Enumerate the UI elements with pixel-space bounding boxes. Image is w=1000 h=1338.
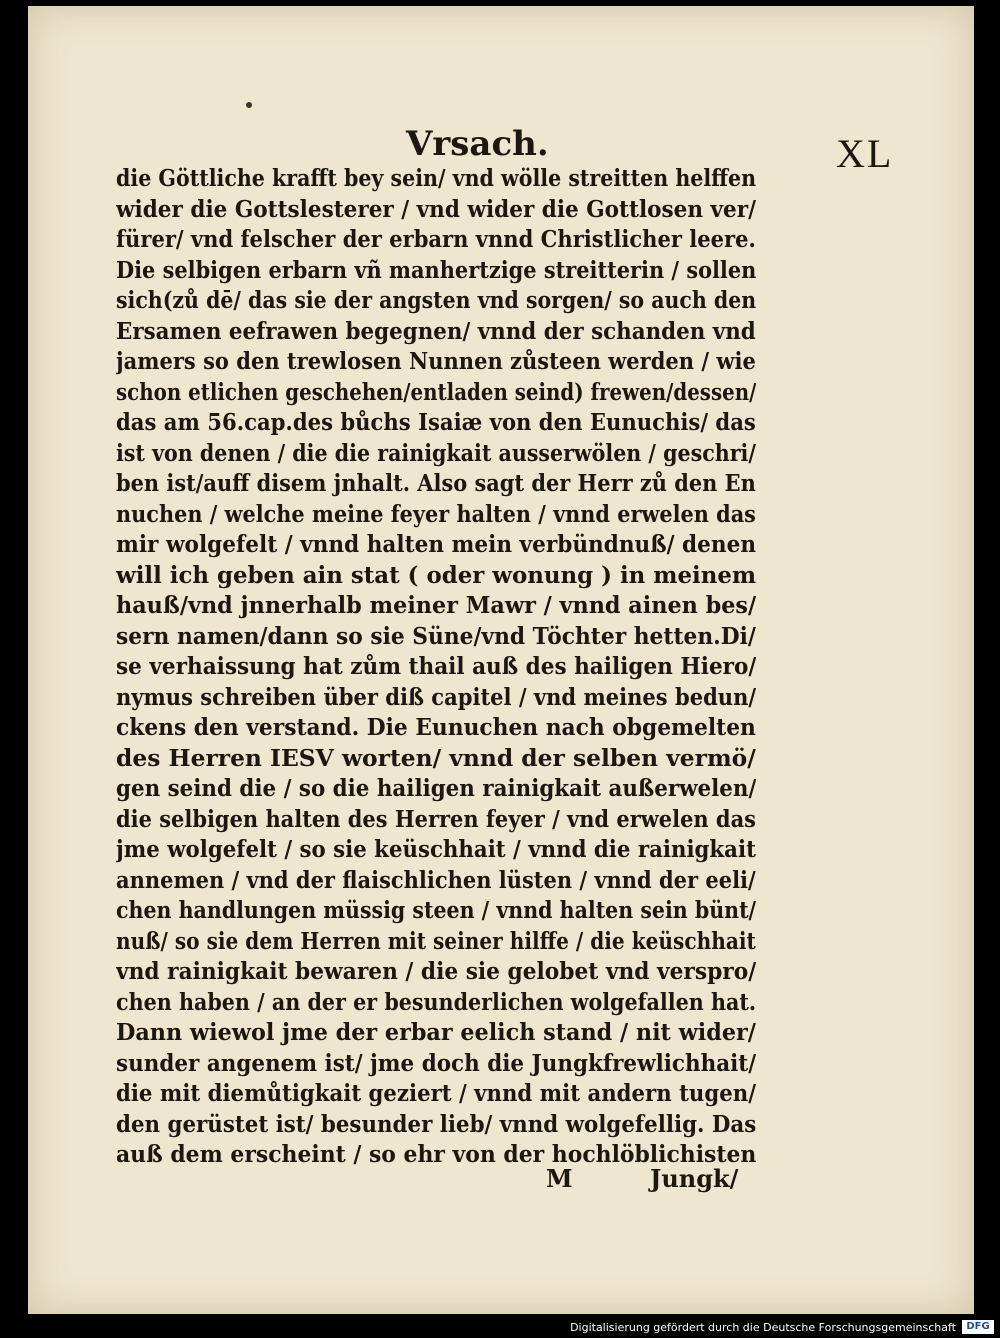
text-line: des Herren IESV worten/ vnnd der selben vermö/: [116, 744, 756, 772]
text-line: fürer/ vnd felscher der erbarn vnnd Christlicher leere.: [116, 226, 756, 253]
text-line: nuß/ so sie dem Herren mit seiner hilffe / die keüschhait: [116, 927, 756, 955]
text-line: annemen / vnd der flaischlichen lüsten / vnnd der eeli/: [116, 866, 756, 894]
text-line: nuchen / welche meine feyer halten / vnnd erwelen das: [116, 500, 756, 528]
text-line: Dann wiewol jme der erbar eelich stand / nit wider/: [116, 1019, 756, 1046]
text-line: nymus schreiben über diß capitel / vnd meines bedun/: [116, 683, 756, 711]
text-line: mir wolgefelt / vnnd halten mein verbündnuß/ denen: [116, 531, 756, 558]
text-line: die selbigen halten des Herren feyer / vnd erwelen das: [116, 805, 756, 833]
text-line: ckens den verstand. Die Eunuchen nach obgemelten: [116, 714, 756, 741]
text-line: auß dem erscheint / so ehr von der hochlöblichisten: [116, 1141, 756, 1168]
text-line: schon etlichen geschehen/entladen seind) frewen/dessen/: [116, 378, 756, 406]
text-line: will ich geben ain stat ( oder wonung ) in meinem: [116, 561, 756, 589]
signature-mark: M: [546, 1164, 573, 1193]
text-line: Die selbigen erbarn vñ manhertzige streitterin / sollen: [116, 256, 756, 284]
text-line: sern namen/dann so sie Süne/vnd Töchter hetten.Di/: [116, 622, 756, 650]
text-line: ben ist/auff disem jnhalt. Also sagt der Herr zů den En: [116, 470, 756, 497]
footer-credit: Digitalisierung gefördert durch die Deutsche Forschungsgemeinschaft: [570, 1321, 956, 1334]
text-line: wider die Gottslesterer / vnd wider die Gottlosen ver/: [116, 195, 756, 223]
text-line: das am 56.cap.des bůchs Isaiæ von den Eunuchis/ das: [116, 409, 756, 436]
text-line: chen haben / an der er besunderlichen wolgefallen hat.: [116, 988, 756, 1016]
running-head: Vrsach.: [406, 124, 549, 164]
text-line: hauß/vnd jnnerhalb meiner Mawr / vnnd ainen bes/: [116, 592, 756, 619]
text-line: se verhaissung hat zům thail auß des hailigen Hiero/: [116, 653, 756, 680]
catchword: Jungk/: [650, 1164, 739, 1193]
text-line: den gerüstet ist/ besunder lieb/ vnnd wolgefellig. Das: [116, 1110, 756, 1138]
catchword-line: [538, 1164, 758, 1200]
text-line: chen handlungen müssig steen / vnnd halten sein bünt/: [116, 897, 756, 924]
folio-number: XL: [836, 131, 894, 176]
text-line: die mit diemůtigkait geziert / vnnd mit andern tugen/: [116, 1080, 756, 1107]
text-line: gen seind die / so die hailigen rainigkait außerwelen/: [116, 775, 756, 802]
text-line: jme wolgefelt / so sie keüschhait / vnnd die rainigkait: [116, 836, 756, 863]
text-line: ist von denen / die die rainigkait ausserwölen / geschri/: [116, 439, 756, 467]
text-line: jamers so den trewlosen Nunnen zůsteen werden / wie: [116, 348, 756, 375]
text-line: vnd rainigkait bewaren / die sie gelobet vnd verspro/: [116, 958, 756, 985]
ink-spot: [246, 102, 252, 108]
text-line: Ersamen eefrawen begegnen/ vnnd der schanden vnd: [116, 317, 756, 345]
text-line: sunder angenem ist/ jme doch die Jungkfrewlichhait/: [116, 1049, 756, 1077]
text-block: [116, 164, 756, 1171]
book-page: [28, 6, 974, 1314]
footer-bar: [0, 1314, 1000, 1338]
text-line: sich(zů dē/ das sie der angsten vnd sorgen/ so auch den: [116, 287, 756, 314]
text-line: die Göttliche krafft bey sein/ vnd wölle streitten helffen: [116, 165, 756, 192]
dfg-logo: DFG: [962, 1320, 994, 1334]
